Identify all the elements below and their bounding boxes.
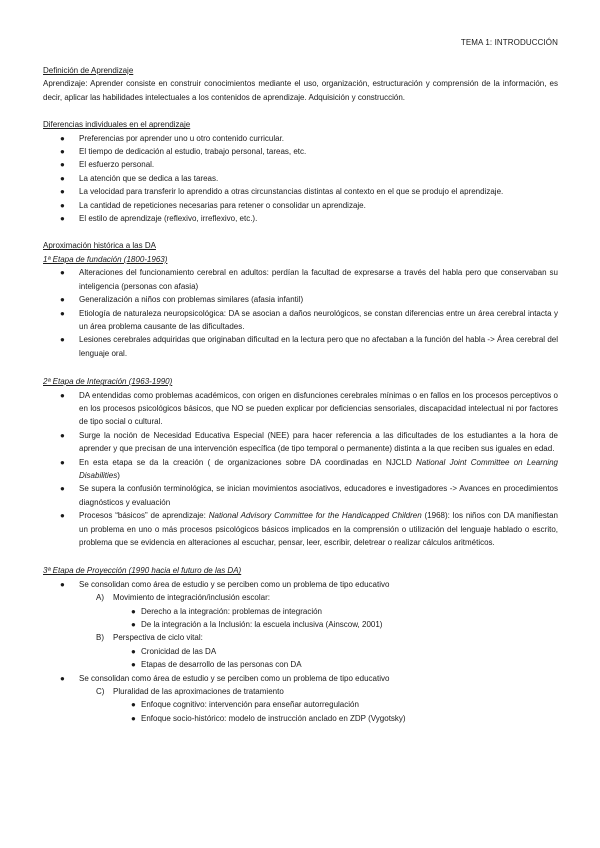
sub-c-list	[43, 698, 558, 725]
definicion-paragraph	[43, 77, 558, 104]
bullet-icon: ●	[60, 187, 65, 197]
list-item: ● Derecho a la integración: problemas de integración	[43, 605, 558, 618]
sub-heading-c: C) Pluralidad de las aproximaciones de tratamiento	[96, 687, 284, 697]
bullet-icon: ●	[131, 646, 136, 656]
list-item: ● En esta etapa se da la creación ( de organizaciones sobre DA coordinadas en NJCLD National Joint Committee on Learning Disabilities)	[60, 457, 558, 480]
list-item: ● Enfoque socio-histórico: modelo de instrucción anclado en ZDP (Vygotsky)	[43, 712, 558, 725]
list-item: ● Surge la noción de Necesidad Educativa Especial (NEE) para hacer referencia a las dificultades de los estudiantes a la hora de aprender y que precisan de una intervención específica (de tipo temporal o permanente) distinta a la que reciben sus iguales en edad.	[60, 430, 558, 454]
italic-committee-name: National Advisory Committee for the Handicapped Children	[208, 511, 422, 521]
list-item: ● Se supera la confusión terminológica, se inician movimientos asociativos, educadores e investigadores -> Avances en procedimientos diagnósticos y evaluación	[60, 484, 558, 507]
bullet-icon: ●	[60, 579, 65, 589]
list-item: ● Lesiones cerebrales adquiridas que originaban dificultad en la lectura pero que no afectaban a la función del habla -> Área cerebral del lenguaje oral.	[60, 335, 558, 358]
sub-heading-b: B) Perspectiva de ciclo vital:	[96, 633, 203, 643]
definicion-text: Aprender consiste en construir conocimientos mediante el uso, organización, estructuración y comprensión de la información, es decir, aplicar las habilidades intelectuales a los contenidos de aprendizaje. Adquisición y construcción.	[43, 79, 558, 102]
list-item: ● El esfuerzo personal.	[43, 158, 558, 171]
definicion-term: Aprendizaje:	[43, 79, 88, 89]
section-title-definicion: Definición de Aprendizaje	[43, 66, 134, 75]
list-item: ● Procesos “básicos” de aprendizaje: National Advisory Committee for the Handicapped Children (1968): los niños con DA manifiestan un problema en uno o más procesos psicológicos básicos implicados en la comprensión o utilización del lenguaje hablado o escrito, problema que se evidencia en alteraciones al escuchar, pensar, leer, escribir, deletrear o realizar cálculos aritméticos.	[60, 511, 558, 547]
document-body	[43, 64, 558, 725]
list-item: ● La velocidad para transferir lo aprendido a otras circunstancias distintas al contexto en el que se produjo el aprendizaje.	[43, 185, 558, 198]
bullet-icon: ●	[60, 160, 65, 170]
list-item: ● Se consolidan como área de estudio y se perciben como un problema de tipo educativo	[43, 672, 558, 685]
bullet-icon: ●	[131, 660, 136, 670]
bullet-icon: ●	[60, 390, 65, 400]
stage-title-3: 3ª Etapa de Proyección (1990 hacia el futuro de las DA)	[43, 566, 242, 576]
etapa2-list	[43, 389, 558, 550]
etapa1-list	[43, 266, 558, 360]
bullet-icon: ●	[60, 335, 65, 345]
bullet-icon: ●	[131, 620, 136, 630]
bullet-icon: ●	[60, 268, 65, 278]
list-item: ● Cronicidad de las DA	[43, 645, 558, 658]
bullet-icon: ●	[131, 700, 136, 710]
section-title-aproximacion: Aproximación histórica a las DA	[43, 241, 156, 251]
bullet-icon: ●	[131, 606, 136, 616]
italic-org-name: National Joint Committee on Learning Disabilities	[79, 457, 558, 480]
list-item: ● La atención que se dedica a las tareas.	[43, 172, 558, 185]
list-item: ● Etiología de naturaleza neuropsicológica: DA se asocian a daños neurológicos, se constan diferencias entre un área cerebral intacta y un área problema causante de las dificultades.	[60, 308, 558, 331]
bullet-icon: ●	[60, 484, 65, 494]
bullet-icon: ●	[60, 308, 65, 318]
bullet-icon: ●	[60, 430, 65, 440]
bullet-icon: ●	[60, 173, 65, 183]
diferencias-list	[43, 132, 558, 226]
bullet-icon: ●	[60, 200, 65, 210]
bullet-icon: ●	[60, 295, 65, 305]
sub-a-list	[43, 605, 558, 632]
list-item: ● De la integración a la Inclusión: la escuela inclusiva (Ainscow, 2001)	[43, 618, 558, 631]
bullet-icon: ●	[60, 673, 65, 683]
list-item: ● DA entendidas como problemas académicos, con origen en disfunciones cerebrales mínimas o en fallos en los procesos perceptivos o en los procesos psicológicos básicos, que NO se pueden explicar por deficiencias sensoriales, discapacidad intelectual ni por factores de tipo social o cultural.	[60, 390, 558, 427]
etapa3-list-2	[43, 672, 558, 685]
bullet-icon: ●	[131, 713, 136, 723]
bullet-icon: ●	[60, 133, 65, 143]
sub-heading-a: A) Movimiento de integración/inclusión escolar:	[96, 593, 270, 603]
list-item: ● Etapas de desarrollo de las personas con DA	[43, 658, 558, 671]
stage-title-2: 2ª Etapa de Integración (1963-1990)	[43, 377, 173, 387]
list-item: ● Alteraciones del funcionamiento cerebral en adultos: perdían la facultad de expresarse a través del habla pero que conservaban su inteligencia (personas con afasia)	[60, 268, 558, 291]
bullet-icon: ●	[60, 511, 65, 521]
list-item: ● Se consolidan como área de estudio y se perciben como un problema de tipo educativo	[43, 578, 558, 591]
etapa3-list	[43, 578, 558, 591]
list-item: ● El estilo de aprendizaje (reflexivo, irreflexivo, etc.).	[43, 212, 558, 225]
list-item: ● Preferencias por aprender uno u otro contenido curricular.	[43, 132, 558, 145]
list-item: ● Generalización a niños con problemas similares (afasia infantil)	[43, 293, 558, 306]
page-header-title: TEMA 1: INTRODUCCIÓN	[460, 38, 558, 47]
section-title-diferencias: Diferencias individuales en el aprendizaje	[43, 120, 191, 130]
bullet-icon: ●	[60, 214, 65, 224]
bullet-icon: ●	[60, 147, 65, 157]
bullet-icon: ●	[60, 457, 65, 467]
sub-b-list	[43, 645, 558, 672]
list-item: ● Enfoque cognitivo: intervención para enseñar autorregulación	[43, 698, 558, 711]
stage-title-1: 1ª Etapa de fundación (1800-1963)	[43, 254, 168, 264]
list-item: ● La cantidad de repeticiones necesarias para retener o consolidar un aprendizaje.	[43, 199, 558, 212]
list-item: ● El tiempo de dedicación al estudio, trabajo personal, tareas, etc.	[43, 145, 558, 158]
